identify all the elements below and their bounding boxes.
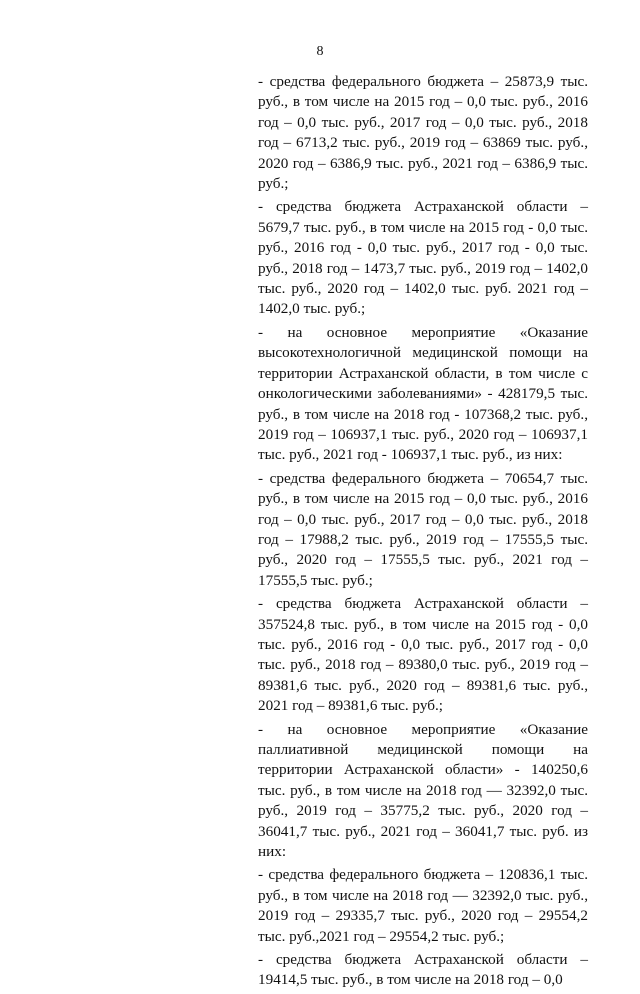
paragraph-regional-budget-1: - средства бюджета Астраханской области – 5679,7 тыс. руб., в том числе на 2015 год - 0,0 тыс. руб., 2016 год - 0,0 тыс. руб., 2017 год - 0,0 тыс. руб., 2018 год – 1473,7 тыс. руб., 2019 год – 1402,0 тыс. руб., 2020 год – 1402,0 тыс. руб. 2021 год – 1402,0 тыс. руб.;: [258, 198, 588, 318]
paragraph-regional-budget-2: - средства бюджета Астраханской области – 357524,8 тыс. руб., в том числе на 2015 год - 0,0 тыс. руб., 2016 год - 0,0 тыс. руб., 2017 год - 0,0 тыс. руб., 2018 год – 89380,0 тыс. руб., 2019 год – 89381,6 тыс. руб., 2020 год – 89381,6 тыс. руб., 2021 год – 89381,6 тыс. руб.;: [258, 595, 588, 715]
paragraph-high-tech-care: - на основное мероприятие «Оказание высокотехнологичной медицинской помощи на территории Астраханской области, в том числе с онкологическими заболеваниями» - 428179,5 тыс. руб., в том числе на 2018 год - 107368,2 тыс. руб., 2019 год – 106937,1 тыс. руб., 2020 год – 106937,1 тыс. руб., 2021 год - 106937,1 тыс. руб., из них:: [258, 323, 588, 464]
paragraph-palliative-care: - на основное мероприятие «Оказание паллиативной медицинской помощи на территории Астраханской области» - 140250,6 тыс. руб., в том числе на 2018 год — 32392,0 тыс. руб., 2019 год – 35775,2 тыс. руб., 2020 год – 36041,7 тыс. руб., 2021 год – 36041,7 тыс. руб. из них:: [258, 720, 588, 861]
page-number: 8: [316, 44, 324, 59]
paragraph-federal-budget-1: - средства федерального бюджета – 25873,9 тыс. руб., в том числе на 2015 год – 0,0 тыс. руб., 2016 год – 0,0 тыс. руб., 2017 год – 0,0 тыс. руб., 2018 год – 6713,2 тыс. руб., 2019 год – 63869 тыс. руб., 2020 год – 6386,9 тыс. руб., 2021 год – 6386,9 тыс. руб.;: [258, 73, 588, 193]
document-body: [258, 72, 588, 994]
paragraph-federal-budget-2: - средства федерального бюджета – 70654,7 тыс. руб., в том числе на 2015 год – 0,0 тыс. руб., 2016 год – 0,0 тыс. руб., 2017 год – 0,0 тыс. руб., 2018 год – 17988,2 тыс. руб., 2019 год – 17555,5 тыс. руб., 2020 год – 17555,5 тыс. руб., 2021 год – 17555,5 тыс. руб.;: [258, 469, 588, 589]
paragraph-federal-budget-3: - средства федерального бюджета – 120836,1 тыс. руб., в том числе на 2018 год — 32392,0 тыс. руб., 2019 год – 29335,7 тыс. руб., 2020 год – 29554,2 тыс. руб.,2021 год – 29554,2 тыс. руб.;: [258, 866, 588, 945]
paragraph-regional-budget-3: - средства бюджета Астраханской области – 19414,5 тыс. руб., в том числе на 2018 год – 0,0: [258, 951, 588, 989]
